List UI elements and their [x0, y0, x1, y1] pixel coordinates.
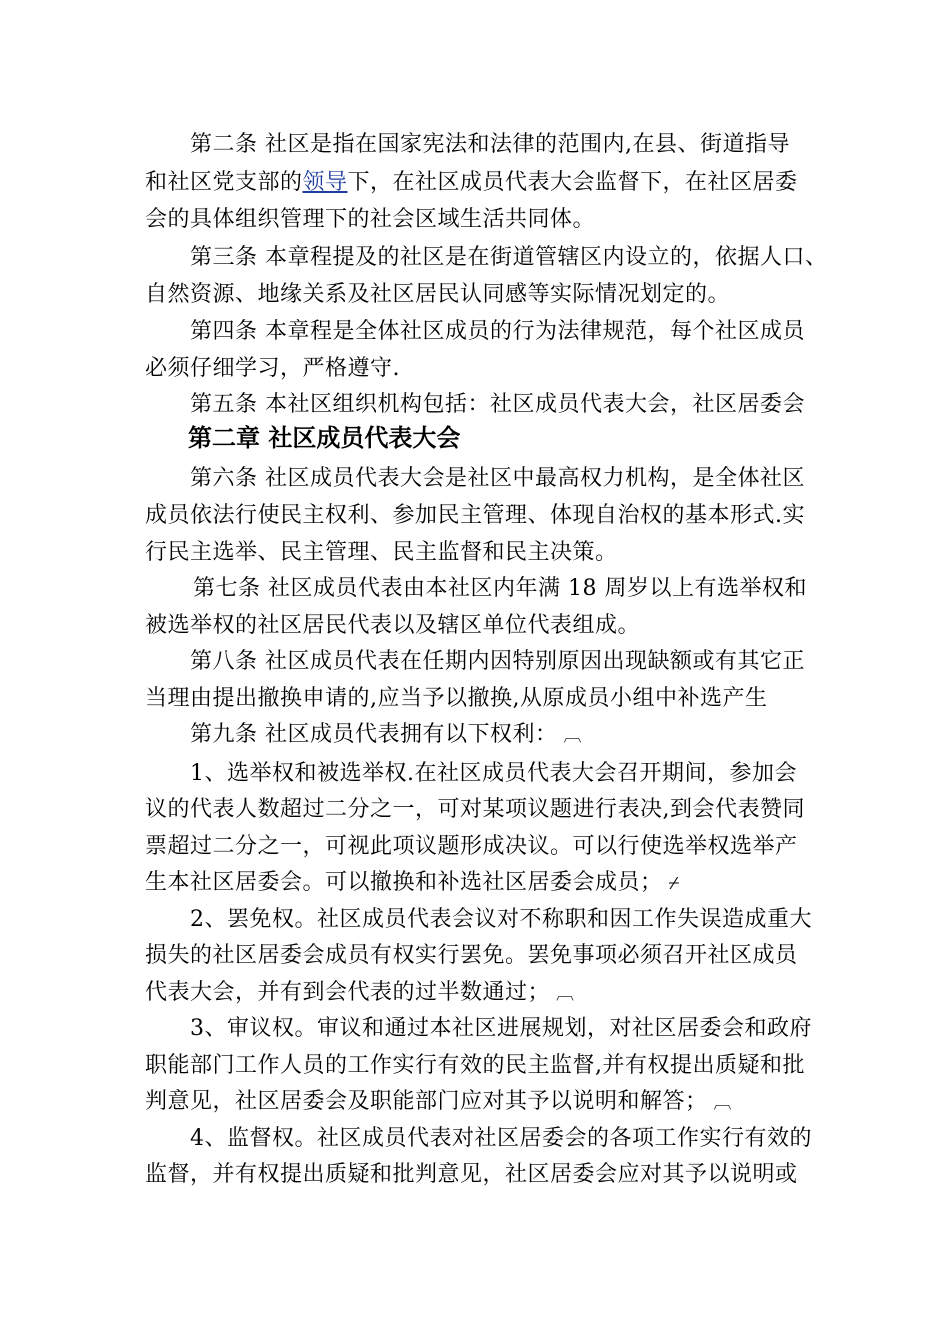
- edit-mark-icon: ︹: [713, 1092, 733, 1113]
- right-2-line-3-text: 代表大会，并有到会代表的过半数通过；: [145, 980, 551, 1005]
- right-4-line-2: 监督，并有权提出质疑和批判意见，社区居委会应对其予以说明或: [145, 1162, 798, 1187]
- right-3-line-1: 3、审议权。审议和通过本社区进展规划，对社区居委会和政府: [190, 1016, 812, 1041]
- right-3-line-3: [145, 1091, 732, 1114]
- article-8-line-2: 当理由提出撤换申请的,应当予以撤换,从原成员小组中补选产生: [145, 686, 768, 711]
- right-1-line-3: 票超过二分之一，可视此项议题形成决议。可以行使选举权选举产: [145, 834, 798, 859]
- chapter-2-heading: 第二章 社区成员代表大会: [188, 424, 461, 452]
- right-2-line-2: 损失的社区居委会成员有权实行罢免。罢免事项必须召开社区成员: [145, 943, 798, 968]
- article-4-line-1: 第四条 本章程是全体社区成员的行为法律规范，每个社区成员: [190, 319, 805, 344]
- right-1-line-2: 议的代表人数超过二分之一，可对某项议题进行表决,到会代表赞同: [145, 797, 805, 822]
- article-9-line-1: [190, 724, 582, 747]
- article-6-line-3: 行民主选举、民主管理、民主监督和民主决策。: [145, 540, 618, 565]
- edit-mark-icon: ⌿: [668, 873, 680, 894]
- right-2-line-3: [145, 982, 575, 1005]
- right-4-line-1: 4、监督权。社区成员代表对社区居委会的各项工作实行有效的: [190, 1126, 812, 1151]
- leadership-link[interactable]: 领导: [302, 170, 348, 195]
- article-8-line-1: 第八条 社区成员代表在任期内因特别原因出现缺额或有其它正: [190, 649, 805, 674]
- article-2-line-2-after: 下，在社区成员代表大会监督下，在社区居委: [347, 170, 798, 195]
- article-7-line-1: 第七条 社区成员代表由本社区内年满 18 周岁以上有选举权和: [193, 576, 807, 601]
- article-2-line-1: 第二条 社区是指在国家宪法和法律的范围内,在县、街道指导: [190, 132, 790, 157]
- right-1-line-4-text: 生本社区居委会。可以撤换和补选社区居委会成员；: [145, 870, 663, 895]
- edit-mark-icon: ︹: [556, 983, 575, 1004]
- article-6-line-1: 第六条 社区成员代表大会是社区中最高权力机构，是全体社区: [190, 466, 805, 491]
- right-3-line-3-text: 判意见，社区居委会及职能部门应对其予以说明和解答；: [145, 1089, 708, 1114]
- right-1-line-1: 1、选举权和被选举权.在社区成员代表大会召开期间，参加会: [190, 761, 797, 786]
- article-9-text: 第九条 社区成员代表拥有以下权利：: [190, 722, 558, 747]
- article-4-line-2: 必须仔细学习，严格遵守.: [145, 356, 400, 381]
- article-2-line-2: [145, 172, 798, 194]
- article-3-line-1: 第三条 本章程提及的社区是在街道管辖区内设立的，依据人口、: [190, 245, 828, 270]
- right-3-line-2: 职能部门工作人员的工作实行有效的民主监督,并有权提出质疑和批: [145, 1053, 805, 1078]
- right-1-line-4: [145, 872, 680, 895]
- right-2-line-1: 2、罢免权。社区成员代表会议对不称职和因工作失误造成重大: [190, 907, 812, 932]
- article-6-line-2: 成员依法行使民主权利、参加民主管理、体现自治权的基本形式.实: [145, 503, 805, 528]
- article-3-line-2: 自然资源、地缘关系及社区居民认同感等实际情况划定的。: [145, 282, 731, 307]
- article-7-line-2: 被选举权的社区居民代表以及辖区单位代表组成。: [145, 613, 641, 638]
- edit-mark-icon: ︹: [563, 725, 582, 746]
- article-2-line-2-before: 和社区党支部的: [145, 170, 303, 195]
- article-5-line-1: 第五条 本社区组织机构包括：社区成员代表大会，社区居委会: [190, 392, 805, 417]
- article-2-line-3: 会的具体组织管理下的社会区域生活共同体。: [145, 207, 596, 232]
